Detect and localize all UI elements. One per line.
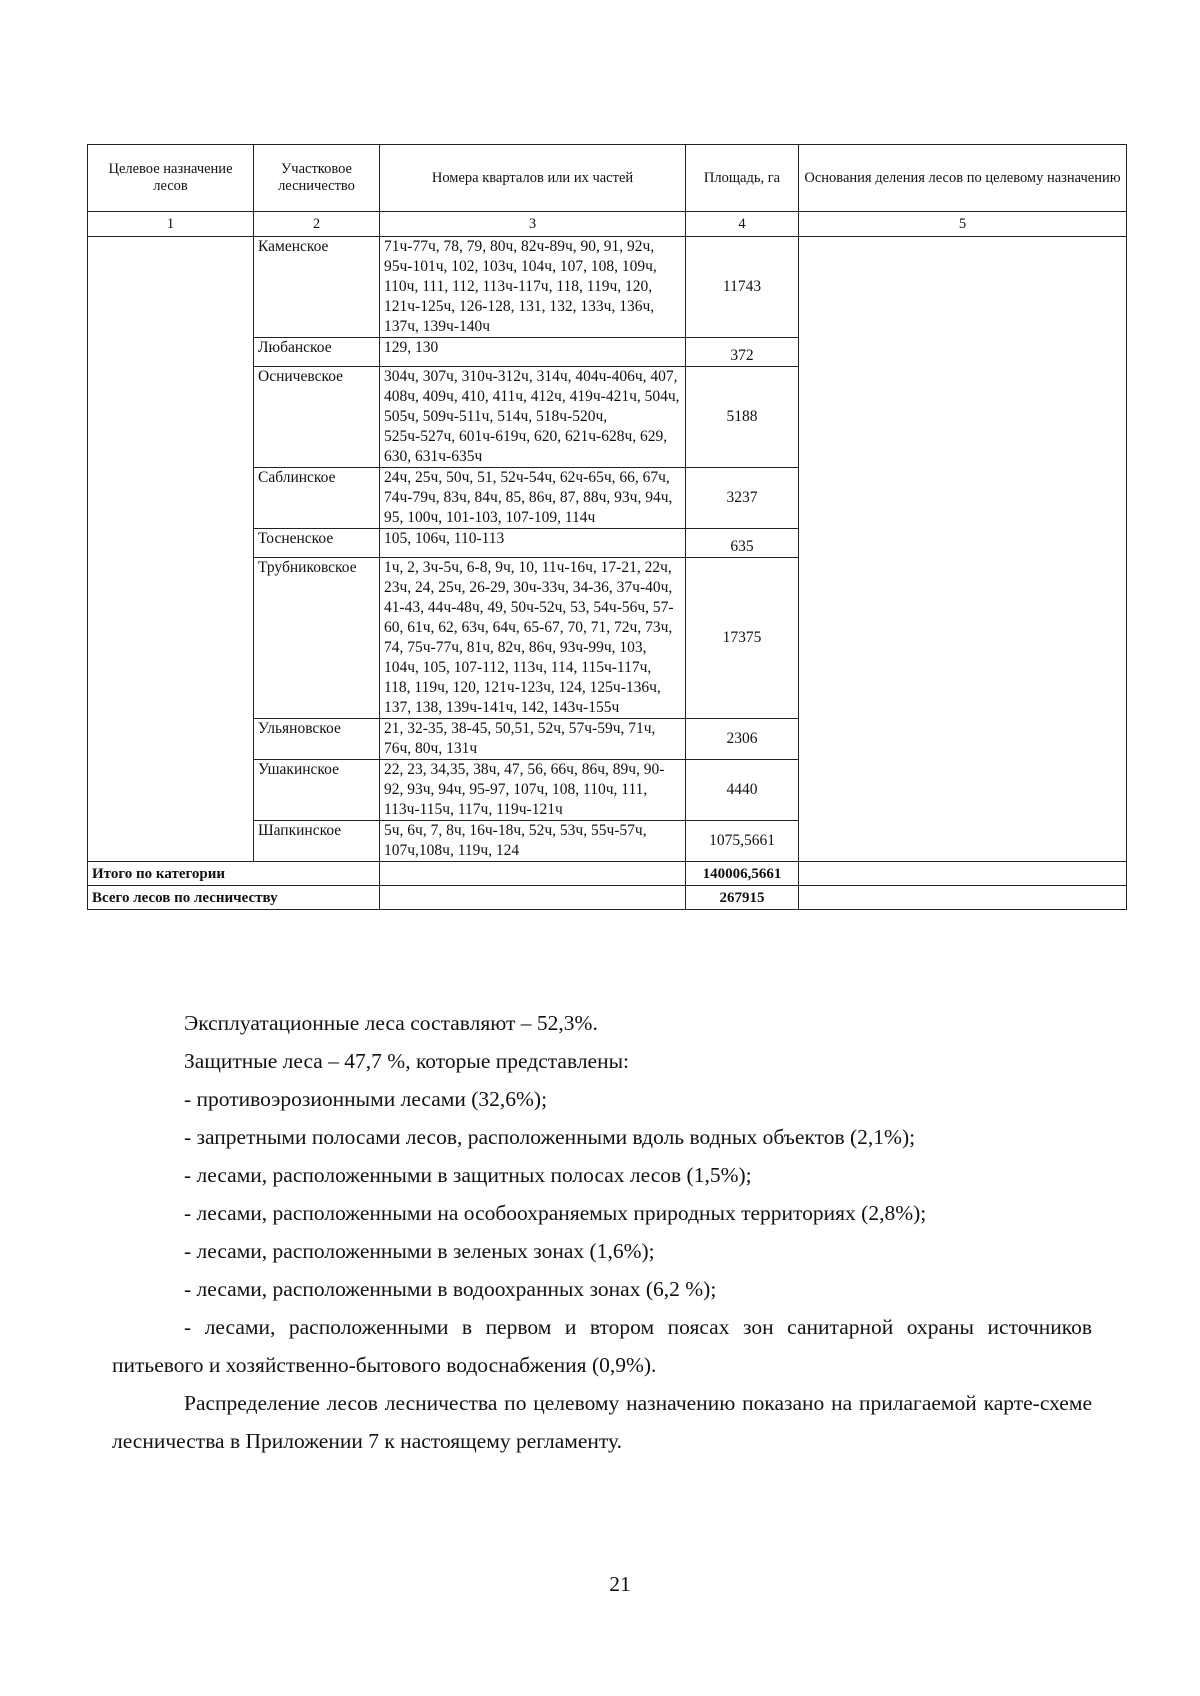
quarters-cell: 71ч-77ч, 78, 79, 80ч, 82ч-89ч, 90, 91, 92ч, 95ч-101ч, 102, 103ч, 104ч, 107, 108, 109ч, 110ч, 111, 112, 113ч-117ч, 118, 119ч, 120, 121ч-125ч, 126-128, 131, 132, 133ч, 136ч, 137ч, 139ч-140ч xyxy=(380,237,686,338)
total-forest-label: Всего лесов по лесничеству xyxy=(88,886,380,910)
quarters-cell: 1ч, 2, 3ч-5ч, 6-8, 9ч, 10, 11ч-16ч, 17-21, 22ч, 23ч, 24, 25ч, 26-29, 30ч-33ч, 34-36, 37ч-40ч, 41-43, 44ч-48ч, 49, 50ч-52ч, 53, 54ч-56ч, 57-60, 61ч, 62, 63ч, 64ч, 65-67, 70, 71, 72ч, 73ч, 74, 75ч-77ч, 81ч, 82ч, 86ч, 93ч-99ч, 103, 104ч, 105, 107-112, 113ч, 114, 115ч-117ч, 118, 119ч, 120, 121ч-123ч, 124, 125ч-136ч, 137, 138, 139ч-141ч, 142, 143ч-155ч xyxy=(380,558,686,719)
area-cell: 5188 xyxy=(686,367,799,468)
area-cell: 4440 xyxy=(686,760,799,821)
district-cell: Тосненское xyxy=(254,529,380,558)
list-item: - противоэрозионными лесами (32,6%); xyxy=(184,1087,548,1111)
list-item: - лесами, расположенными в защитных полосах лесов (1,5%); xyxy=(184,1163,752,1187)
area-cell: 635 xyxy=(686,529,799,558)
area-cell: 1075,5661 xyxy=(686,821,799,862)
header-district: Участковое лесничество xyxy=(254,145,380,212)
page-number: 21 xyxy=(609,1572,631,1596)
header-area: Площадь, га xyxy=(686,145,799,212)
forest-distribution-table xyxy=(87,144,1127,910)
area-cell: 372 xyxy=(686,338,799,367)
list-item: - лесами, расположенными в водоохранных зонах (6,2 %); xyxy=(184,1277,717,1301)
table-header-row xyxy=(88,145,1127,212)
district-cell: Ульяновское xyxy=(254,719,380,760)
total-category-label: Итого по категории xyxy=(88,862,380,886)
list-item-sanitary: - лесами, расположенными в первом и втором поясах зон санитарной охраны источников питьевого и хозяйственно-бытового водоснабжения (0,9%). xyxy=(112,1315,1092,1377)
body-text xyxy=(112,1004,1092,1460)
column-number: 3 xyxy=(380,212,686,237)
paragraph-exploitation: Эксплуатационные леса составляют – 52,3%. xyxy=(184,1011,598,1035)
total-category-basis xyxy=(799,862,1127,886)
column-number: 4 xyxy=(686,212,799,237)
column-number: 1 xyxy=(88,212,254,237)
total-forest-basis xyxy=(799,886,1127,910)
list-item: - лесами, расположенными в зеленых зонах (1,6%); xyxy=(184,1239,655,1263)
quarters-cell: 5ч, 6ч, 7, 8ч, 16ч-18ч, 52ч, 53ч, 55ч-57ч, 107ч,108ч, 119ч, 124 xyxy=(380,821,686,862)
quarters-cell: 129, 130 xyxy=(380,338,686,367)
table-row xyxy=(88,237,1127,338)
total-category-value: 140006,5661 xyxy=(686,862,799,886)
basis-cell xyxy=(799,237,1127,862)
quarters-cell: 21, 32-35, 38-45, 50,51, 52ч, 57ч-59ч, 71ч, 76ч, 80ч, 131ч xyxy=(380,719,686,760)
total-forest-empty xyxy=(380,886,686,910)
paragraph-protective: Защитные леса – 47,7 %, которые представлены: xyxy=(184,1049,630,1073)
list-item: - лесами, расположенными на особоохраняемых природных территориях (2,8%); xyxy=(184,1201,927,1225)
district-cell: Шапкинское xyxy=(254,821,380,862)
column-number: 2 xyxy=(254,212,380,237)
area-cell: 11743 xyxy=(686,237,799,338)
total-category-empty xyxy=(380,862,686,886)
quarters-cell: 304ч, 307ч, 310ч-312ч, 314ч, 404ч-406ч, 407, 408ч, 409ч, 410, 411ч, 412ч, 419ч-421ч, 504ч, 505ч, 509ч-511ч, 514ч, 518ч-520ч, 525ч-527ч, 601ч-619ч, 620, 621ч-628ч, 629, 630, 631ч-635ч xyxy=(380,367,686,468)
header-quarters: Номера кварталов или их частей xyxy=(380,145,686,212)
column-number: 5 xyxy=(799,212,1127,237)
area-cell: 3237 xyxy=(686,468,799,529)
total-forest-row xyxy=(88,886,1127,910)
paragraph-distribution: Распределение лесов лесничества по целевому назначению показано на прилагаемой карте-схеме лесничества в Приложении 7 к настоящему регламенту. xyxy=(112,1391,1092,1453)
district-cell: Осничевское xyxy=(254,367,380,468)
total-category-row xyxy=(88,862,1127,886)
purpose-cell xyxy=(88,237,254,862)
header-purpose: Целевое назначение лесов xyxy=(88,145,254,212)
quarters-cell: 105, 106ч, 110-113 xyxy=(380,529,686,558)
column-number-row xyxy=(88,212,1127,237)
district-cell: Ушакинское xyxy=(254,760,380,821)
district-cell: Трубниковское xyxy=(254,558,380,719)
quarters-cell: 22, 23, 34,35, 38ч, 47, 56, 66ч, 86ч, 89ч, 90-92, 93ч, 94ч, 95-97, 107ч, 108, 110ч, 111, 113ч-115ч, 117ч, 119ч-121ч xyxy=(380,760,686,821)
area-cell: 2306 xyxy=(686,719,799,760)
district-cell: Саблинское xyxy=(254,468,380,529)
district-cell: Каменское xyxy=(254,237,380,338)
header-basis: Основания деления лесов по целевому назначению xyxy=(799,145,1127,212)
district-cell: Любанское xyxy=(254,338,380,367)
total-forest-value: 267915 xyxy=(686,886,799,910)
area-cell: 17375 xyxy=(686,558,799,719)
list-item: - запретными полосами лесов, расположенными вдоль водных объектов (2,1%); xyxy=(184,1125,916,1149)
quarters-cell: 24ч, 25ч, 50ч, 51, 52ч-54ч, 62ч-65ч, 66, 67ч, 74ч-79ч, 83ч, 84ч, 85, 86ч, 87, 88ч, 93ч, 94ч, 95, 100ч, 101-103, 107-109, 114ч xyxy=(380,468,686,529)
